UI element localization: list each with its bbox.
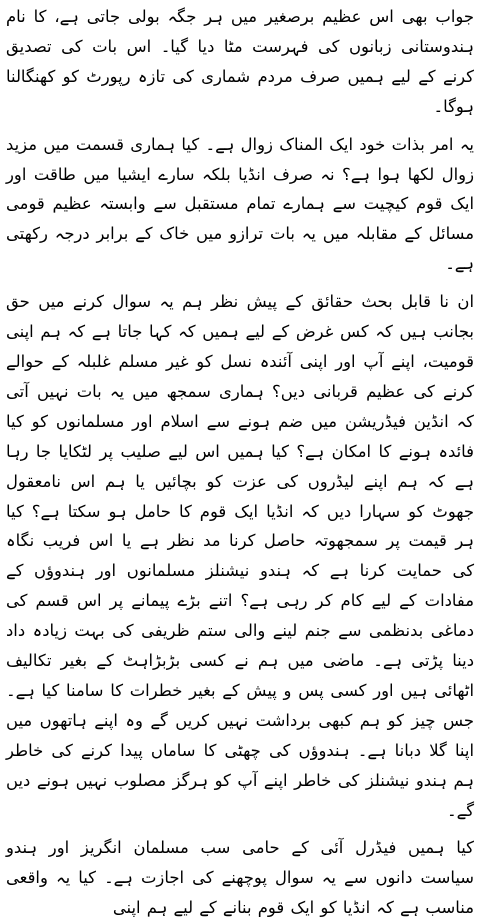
paragraph-1: جواب بھی اس عظیم برصغیر میں ہر جگہ بولی جاتی ہے، کا نام ہندوستانی زبانوں کی فہرست مٹا دیا گیا۔ اس بات کی تصدیق کرنے کے لیے ہمیں صرف مردم شماری کی تازہ رپورٹ کو کھنگالنا ہوگا۔ bbox=[6, 7, 474, 116]
paragraph-3: ان نا قابل بحث حقائق کے پیش نظر ہم یہ سوال کرنے میں حق بجانب ہیں کہ کس غرض کے لیے ہمیں کہ کہا جاتا ہے کہ ہم اپنی قومیت، اپنے آپ اور اپنی آئندہ نسل کو غیر مسلم غلبلہ کے حوالے کرنے کی عظیم قربانی دیں؟ ہماری سمجھ میں یہ بات نہیں آتی کہ انڈین فیڈریشن میں ضم ہونے سے اسلام اور مسلمانوں کو کیا فائدہ ہونے کا امکان ہے؟ کیا ہمیں اس لیے صلیب پر لٹکایا جا رہا ہے کہ ہم اپنے لیڈروں کی عزت کو بچائیں یا ہم اس نامعقول جھوٹ کو سہارا دیں کہ انڈیا ایک قوم کا حامل ہو سکتا ہے؟ کیا ہر قیمت پر سمجھوتہ حاصل کرنا مد نظر ہے یا اس فریب نگاہ کی حمایت کرنا ہے کہ ہندو نیشنلز مسلمانوں اور ہندوؤں کے مفادات کے لیے کام کر رہی ہے؟ اتنے بڑے پیمانے پر اس قسم کی دماغی بدنظمی سے جنم لینے والی ستم ظریفی کی بہت زیادہ داد دینا پڑتی ہے۔ ماضی میں ہم نے کسی بڑبڑاہٹ کے بغیر تکالیف اٹھائی ہیں اور کسی پس و پیش کے بغیر خطرات کا سامنا کیا ہے۔ جس چیز کو ہم کبھی برداشت نہیں کریں گے وہ اپنے ہاتھوں میں اپنا گلا دبانا ہے۔ ہندوؤں کی چھٹی کا ساماں پیدا کرنے کی خاطر ہم ہندو نیشنلز کی خاطر اپنے آپ کو ہرگز مصلوب نہیں ہونے دیں گے۔ bbox=[6, 292, 474, 820]
paragraph-gap bbox=[6, 122, 474, 130]
paragraph-gap bbox=[6, 279, 474, 287]
paragraph-gap bbox=[6, 825, 474, 833]
paragraph-4: کیا ہمیں فیڈرل آئی کے حامی سب مسلمان انگریز اور ہندو سیاست دانوں سے یہ سوال پوچھنے کی اجازت ہے۔ کیا یہ واقعی مناسب ہے کہ انڈیا کو ایک قوم بنانے کے لیے ہم اپنی bbox=[6, 838, 474, 918]
paragraph-2: یہ امر بذات خود ایک المناک زوال ہے۔ کیا ہماری قسمت میں مزید زوال لکھا ہوا ہے؟ نہ صرف انڈیا بلکہ سارے ایشیا میں طاقت اور ایک قوم کیچیت سے ہمارے تمام مستقبل سے وابستہ عظیم قومی مسائل کے مقابلہ میں یہ بات ترازو میں خاک کے برابر درجہ رکھتی ہے۔ bbox=[6, 134, 474, 274]
